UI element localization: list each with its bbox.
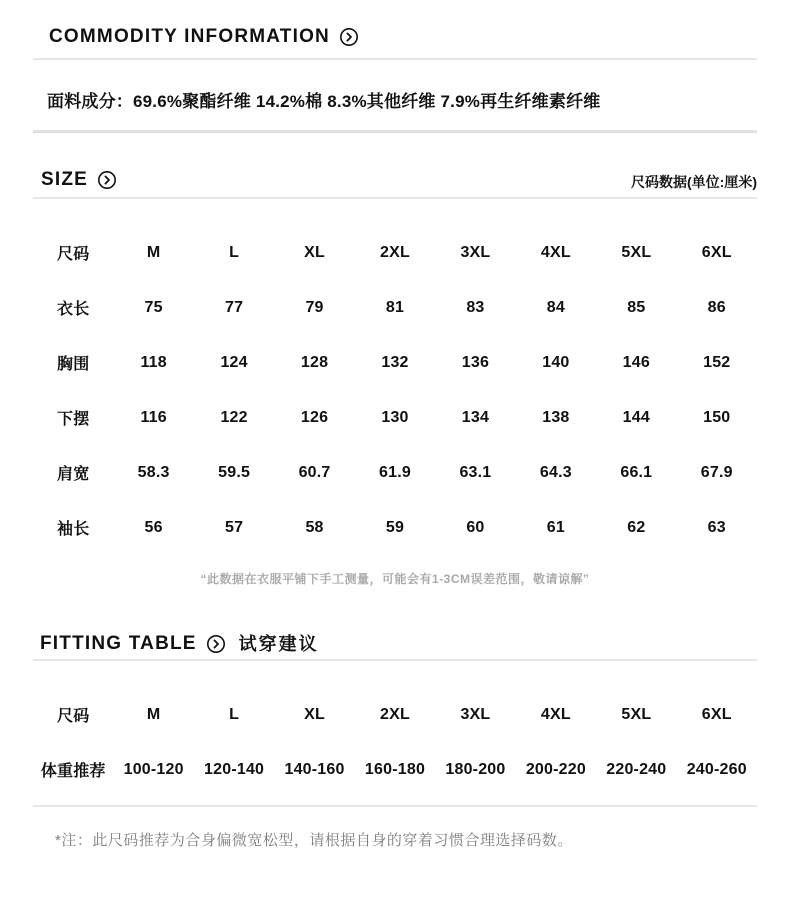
- size-header-row: [33, 167, 757, 193]
- column-header: 3XL: [460, 705, 491, 723]
- row-label: 衣长: [57, 301, 90, 318]
- table-cell: 79: [305, 298, 324, 316]
- table-cell: 128: [300, 353, 329, 371]
- table-cell: 61: [546, 518, 565, 536]
- table-cell: 59: [385, 518, 405, 536]
- commodity-information-title: COMMODITY INFORMATION: [49, 26, 330, 47]
- table-cell: 62: [627, 518, 646, 536]
- row-label: 袖长: [57, 521, 90, 538]
- table-cell: 120-140: [204, 760, 265, 778]
- row-label: 体重推荐: [40, 763, 106, 780]
- table-row: [33, 280, 757, 335]
- table-cell: 84: [546, 298, 565, 316]
- row-label: 下摆: [57, 411, 90, 428]
- commodity-information-header: [49, 24, 757, 50]
- table-cell: 200-220: [525, 760, 586, 778]
- table-cell: 100-120: [123, 760, 184, 778]
- circle-chevron-right-icon: [206, 634, 226, 654]
- table-cell: 160-180: [364, 760, 426, 778]
- divider: [33, 130, 757, 133]
- table-cell: 64.3: [539, 463, 572, 481]
- fitting-table-header-row: [33, 687, 757, 742]
- measurement-disclaimer: “此数据在衣服平铺下手工测量，可能会有1-3CM误差范围，敬请谅解”: [200, 572, 590, 586]
- table-cell: 61.9: [379, 463, 411, 481]
- table-cell: 146: [622, 353, 650, 371]
- column-header: 6XL: [701, 705, 732, 723]
- column-header: XL: [304, 705, 325, 723]
- fitting-table-subtitle: 试穿建议: [238, 634, 319, 654]
- divider: [33, 659, 757, 661]
- column-header: 5XL: [621, 705, 652, 723]
- column-header: 尺码: [57, 708, 90, 725]
- table-cell: 85: [627, 298, 646, 316]
- table-cell: 152: [703, 353, 731, 371]
- column-header: 2XL: [380, 243, 410, 261]
- column-header: 2XL: [380, 705, 410, 723]
- table-cell: 140-160: [284, 760, 345, 778]
- table-cell: 150: [703, 408, 731, 426]
- table-cell: 140: [542, 353, 570, 371]
- size-recommendation-footnote: *注：此尺码推荐为合身偏微宽松型，请根据自身的穿着习惯合理选择码数。: [55, 832, 573, 849]
- table-cell: 220-240: [606, 760, 667, 778]
- table-cell: 75: [144, 298, 163, 316]
- table-cell: 144: [622, 408, 650, 426]
- table-cell: 81: [385, 298, 405, 316]
- column-header: 3XL: [460, 243, 491, 261]
- table-cell: 130: [381, 408, 409, 426]
- divider: [33, 197, 757, 199]
- row-label: 胸围: [57, 356, 90, 373]
- circle-chevron-right-icon: [339, 27, 359, 47]
- table-row: [33, 500, 757, 555]
- table-cell: 77: [225, 298, 244, 316]
- size-table-header-row: [33, 225, 757, 280]
- table-cell: 118: [140, 353, 167, 371]
- table-cell: 67.9: [700, 463, 733, 481]
- table-cell: 126: [300, 408, 329, 426]
- column-header: M: [146, 705, 161, 723]
- column-header: L: [229, 705, 240, 723]
- divider: [33, 58, 757, 60]
- size-table: [33, 225, 757, 555]
- column-header: M: [146, 243, 161, 261]
- table-cell: 136: [461, 353, 490, 371]
- column-header: 4XL: [540, 243, 571, 261]
- divider: [33, 805, 757, 807]
- row-label: 肩宽: [57, 466, 90, 483]
- table-cell: 56: [144, 518, 163, 536]
- table-cell: 66.1: [620, 463, 653, 481]
- table-cell: 59.5: [218, 463, 251, 481]
- size-title: SIZE: [41, 169, 89, 190]
- table-cell: 122: [220, 408, 248, 426]
- fabric-composition-text: 面料成分：69.6%聚酯纤维 14.2%棉 8.3%其他纤维 7.9%再生纤维素纤维: [47, 92, 601, 111]
- table-cell: 63: [707, 518, 726, 536]
- column-header: XL: [304, 243, 325, 261]
- column-header: 4XL: [540, 705, 571, 723]
- table-row: [33, 390, 757, 445]
- column-header: L: [229, 243, 240, 261]
- table-cell: 83: [466, 298, 485, 316]
- table-cell: 132: [381, 353, 409, 371]
- column-header: 6XL: [701, 243, 732, 261]
- table-cell: 57: [225, 518, 244, 536]
- size-unit-note: 尺码数据(单位:厘米): [631, 174, 757, 190]
- table-cell: 60: [466, 518, 485, 536]
- table-cell: 63.1: [459, 463, 492, 481]
- table-cell: 240-260: [686, 760, 747, 778]
- table-row: [33, 445, 757, 500]
- table-cell: 58: [305, 518, 324, 536]
- table-cell: 124: [220, 353, 248, 371]
- size-header: [41, 167, 117, 193]
- table-cell: 86: [707, 298, 726, 316]
- circle-chevron-right-icon: [97, 170, 117, 190]
- table-cell: 180-200: [445, 760, 506, 778]
- column-header: 尺码: [57, 246, 90, 263]
- table-cell: 58.3: [137, 463, 170, 481]
- fitting-table-title: FITTING TABLE: [40, 633, 197, 654]
- table-row: [33, 742, 757, 797]
- column-header: 5XL: [621, 243, 652, 261]
- table-cell: 134: [461, 408, 490, 426]
- fitting-table-header: [40, 631, 757, 657]
- table-row: [33, 335, 757, 390]
- table-cell: 138: [542, 408, 570, 426]
- fitting-table: [33, 687, 757, 797]
- table-cell: 60.7: [298, 463, 331, 481]
- table-cell: 116: [140, 408, 167, 426]
